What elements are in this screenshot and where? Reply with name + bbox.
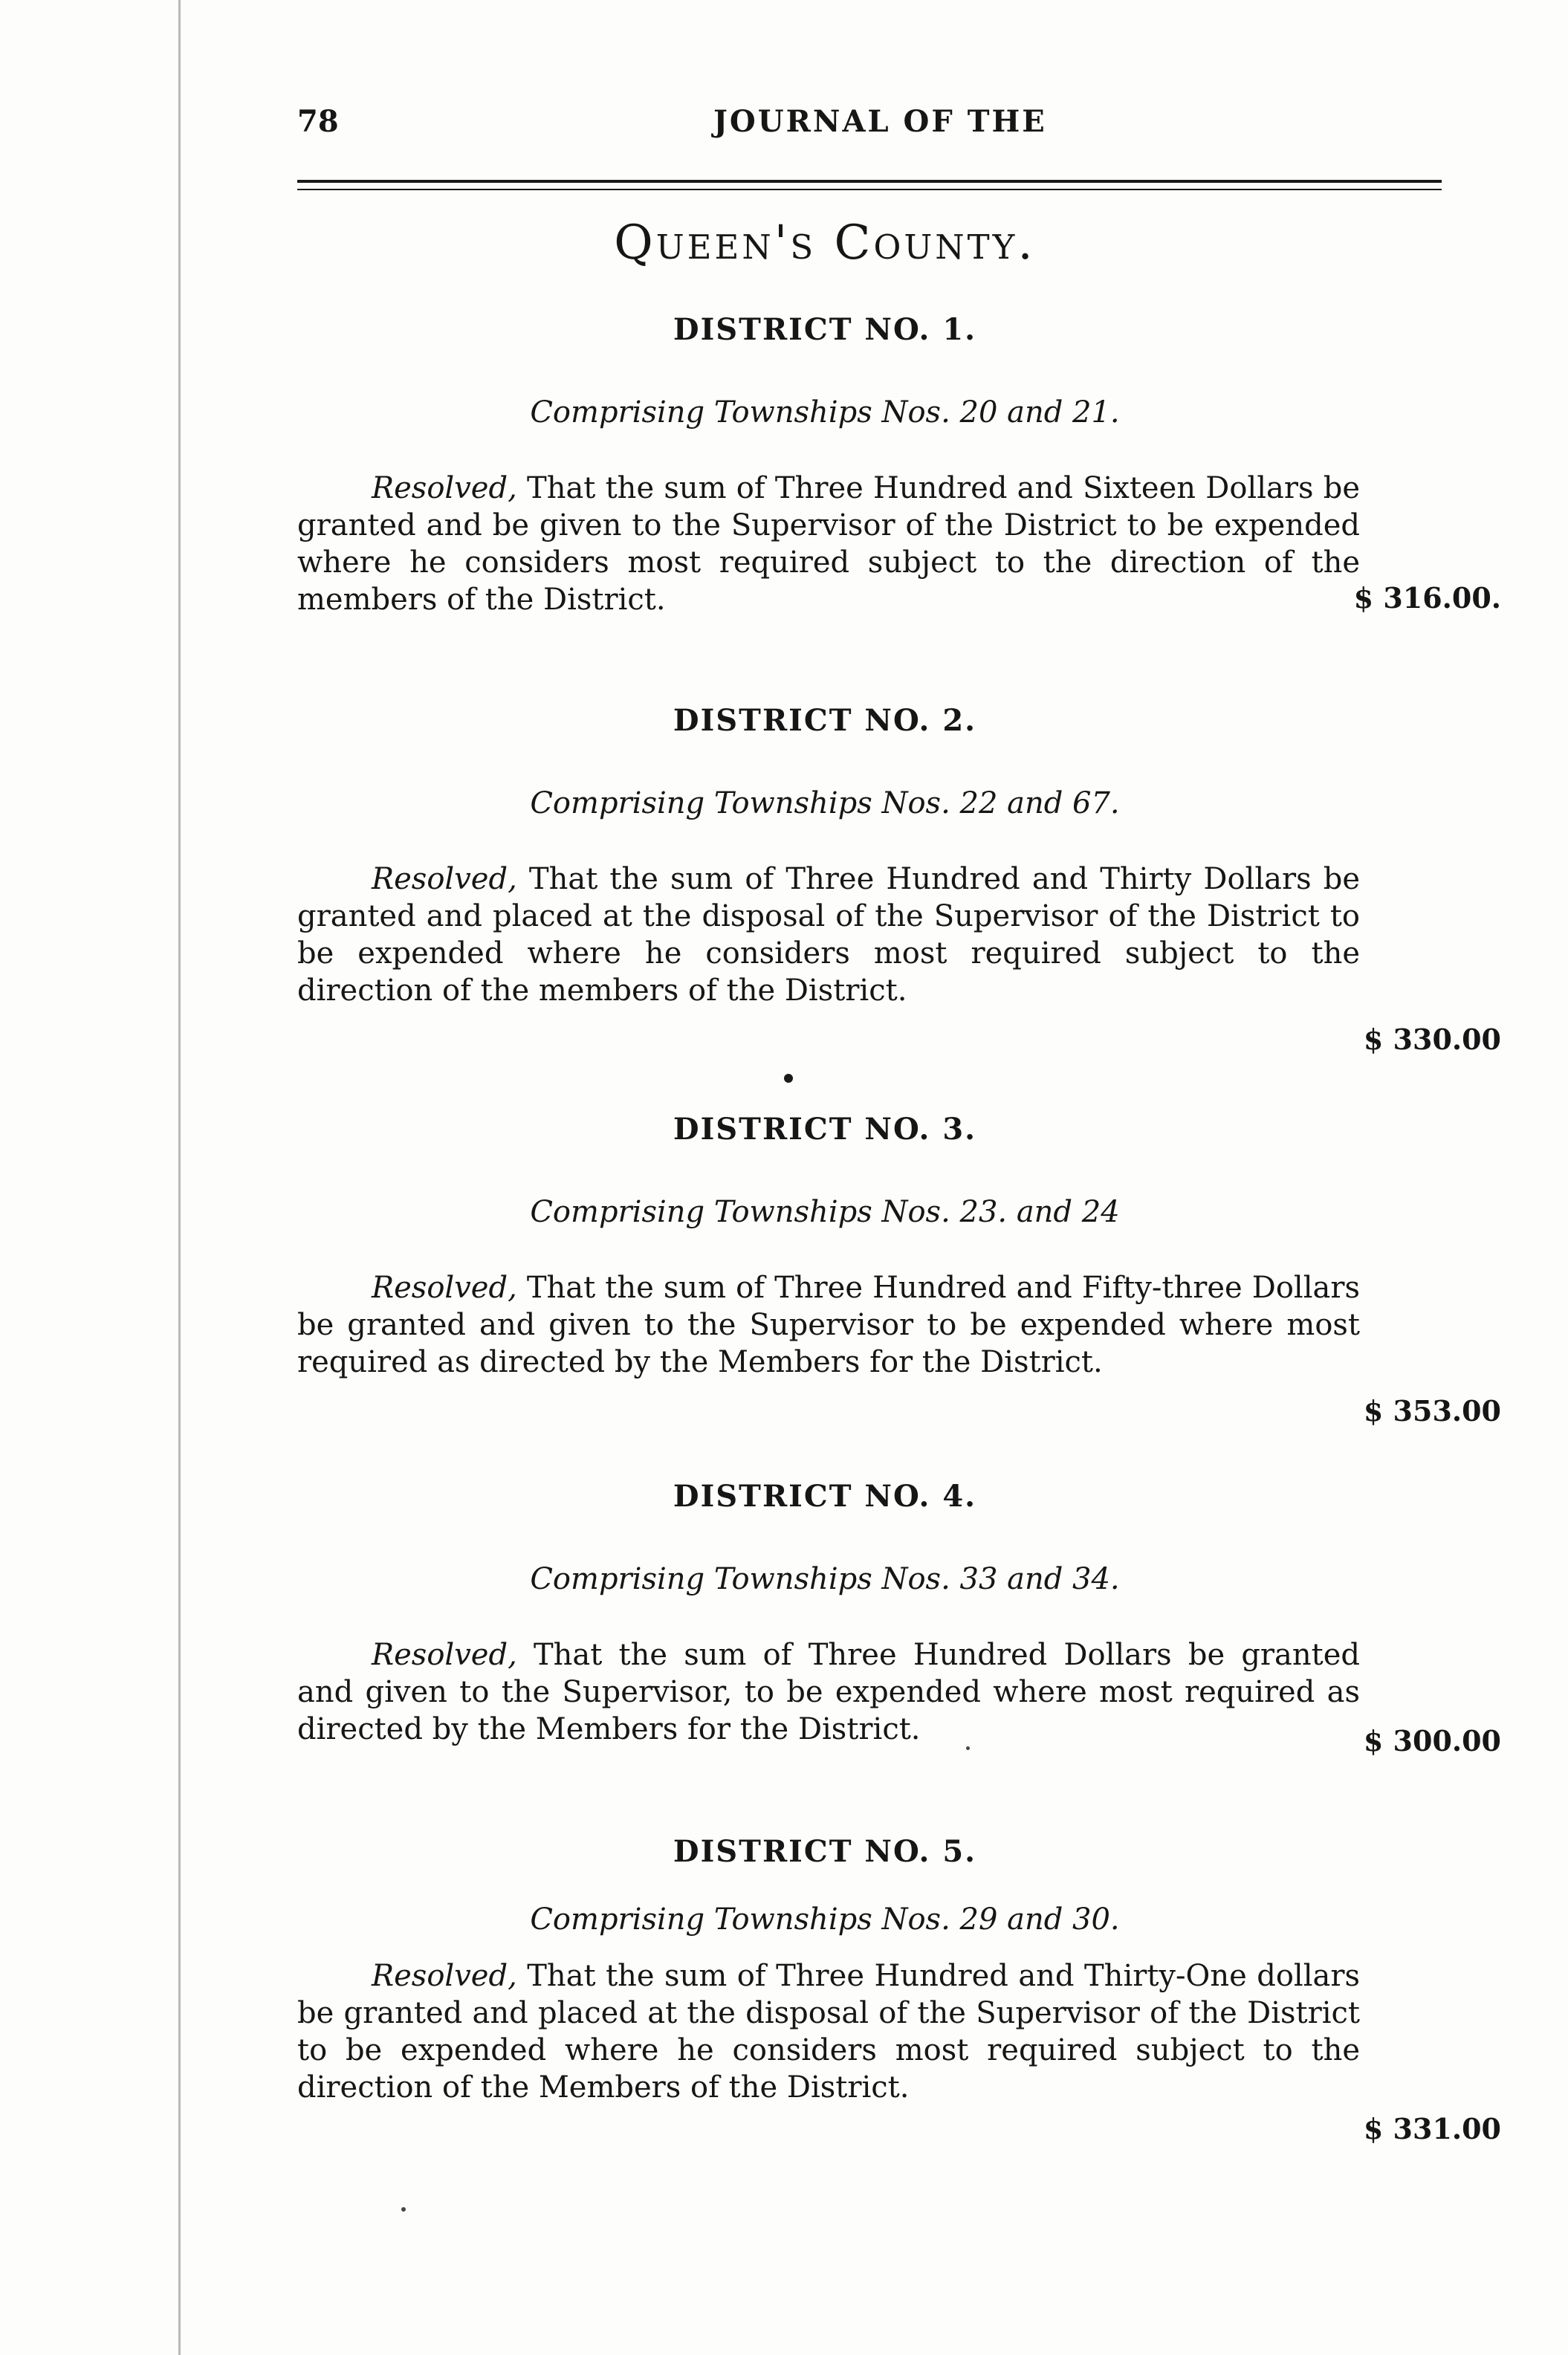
district-title: DISTRICT NO. 2. xyxy=(673,703,977,738)
header-rule-thick xyxy=(297,180,1442,183)
resolution-text xyxy=(297,861,1360,1009)
district-section xyxy=(297,1112,1523,1461)
running-head xyxy=(297,104,1352,149)
ink-dot xyxy=(784,1074,793,1083)
grant-amount: $ 316.00. xyxy=(1353,581,1501,615)
resolved-word: Resolved, xyxy=(372,862,517,896)
binding-margin-line xyxy=(178,0,181,2355)
page-number: 78 xyxy=(297,104,339,139)
district-title: DISTRICT NO. 1. xyxy=(673,312,977,347)
resolution-text xyxy=(297,1957,1360,2106)
header-rule-thin xyxy=(297,189,1442,190)
grant-amount: $ 300.00 xyxy=(1363,1724,1501,1758)
resolved-word: Resolved, xyxy=(372,1638,517,1672)
district-section xyxy=(297,312,1523,669)
district-title: DISTRICT NO. 5. xyxy=(673,1834,977,1869)
resolution-text xyxy=(297,1636,1360,1748)
ink-speck xyxy=(966,1746,970,1750)
county-title: Queen's County. xyxy=(614,216,1036,271)
district-subtitle: Comprising Townships Nos. 23. and 24 xyxy=(530,1195,1120,1229)
running-title: JOURNAL OF THE xyxy=(713,104,1047,139)
resolved-word: Resolved, xyxy=(372,1271,517,1305)
district-title: DISTRICT NO. 3. xyxy=(673,1112,977,1147)
district-subtitle: Comprising Townships Nos. 20 and 21. xyxy=(530,395,1120,430)
grant-amount: $ 353.00 xyxy=(1363,1394,1501,1428)
resolved-word: Resolved, xyxy=(372,471,517,505)
grant-amount: $ 331.00 xyxy=(1363,2112,1501,2145)
resolution-body: That the sum of Three Hundred and Fifty-three Dollars be granted and given to the Supervisor to be expended where most required as directed by the Members for the District. xyxy=(297,1271,1360,1379)
district-subtitle: Comprising Townships Nos. 33 and 34. xyxy=(530,1562,1120,1596)
resolution-body: That the sum of Three Hundred Dollars be granted and given to the Supervisor, to be expended where most required as directed by the Members for the District. xyxy=(297,1638,1361,1746)
ink-speck xyxy=(401,2207,406,2212)
district-subtitle: Comprising Townships Nos. 29 and 30. xyxy=(530,1902,1120,1937)
resolution-text xyxy=(297,470,1360,618)
district-section xyxy=(297,1479,1523,1791)
grant-amount: $ 330.00 xyxy=(1363,1023,1501,1056)
resolution-body: That the sum of Three Hundred and Sixteen Dollars be granted and be given to the Supervisor of the District to be expended where he considers most required subject to the direction of the members of the District. xyxy=(297,471,1361,617)
resolved-word: Resolved, xyxy=(372,1959,517,1993)
district-section xyxy=(297,1834,1523,2146)
resolution-body: That the sum of Three Hundred and Thirty-One dollars be granted and placed at the disposal of the Supervisor of the District to be expended where he considers most required subject to the direction of the Members of the District. xyxy=(297,1959,1361,2105)
resolution-text xyxy=(297,1269,1360,1381)
district-subtitle: Comprising Townships Nos. 22 and 67. xyxy=(530,786,1120,820)
district-section xyxy=(297,703,1523,1089)
journal-page xyxy=(297,0,1523,2355)
resolution-body: That the sum of Three Hundred and Thirty Dollars be granted and placed at the disposal of the Supervisor of the District to be expended where he considers most required subject to the direction of the members of the District. xyxy=(297,862,1361,1008)
district-title: DISTRICT NO. 4. xyxy=(673,1479,977,1514)
